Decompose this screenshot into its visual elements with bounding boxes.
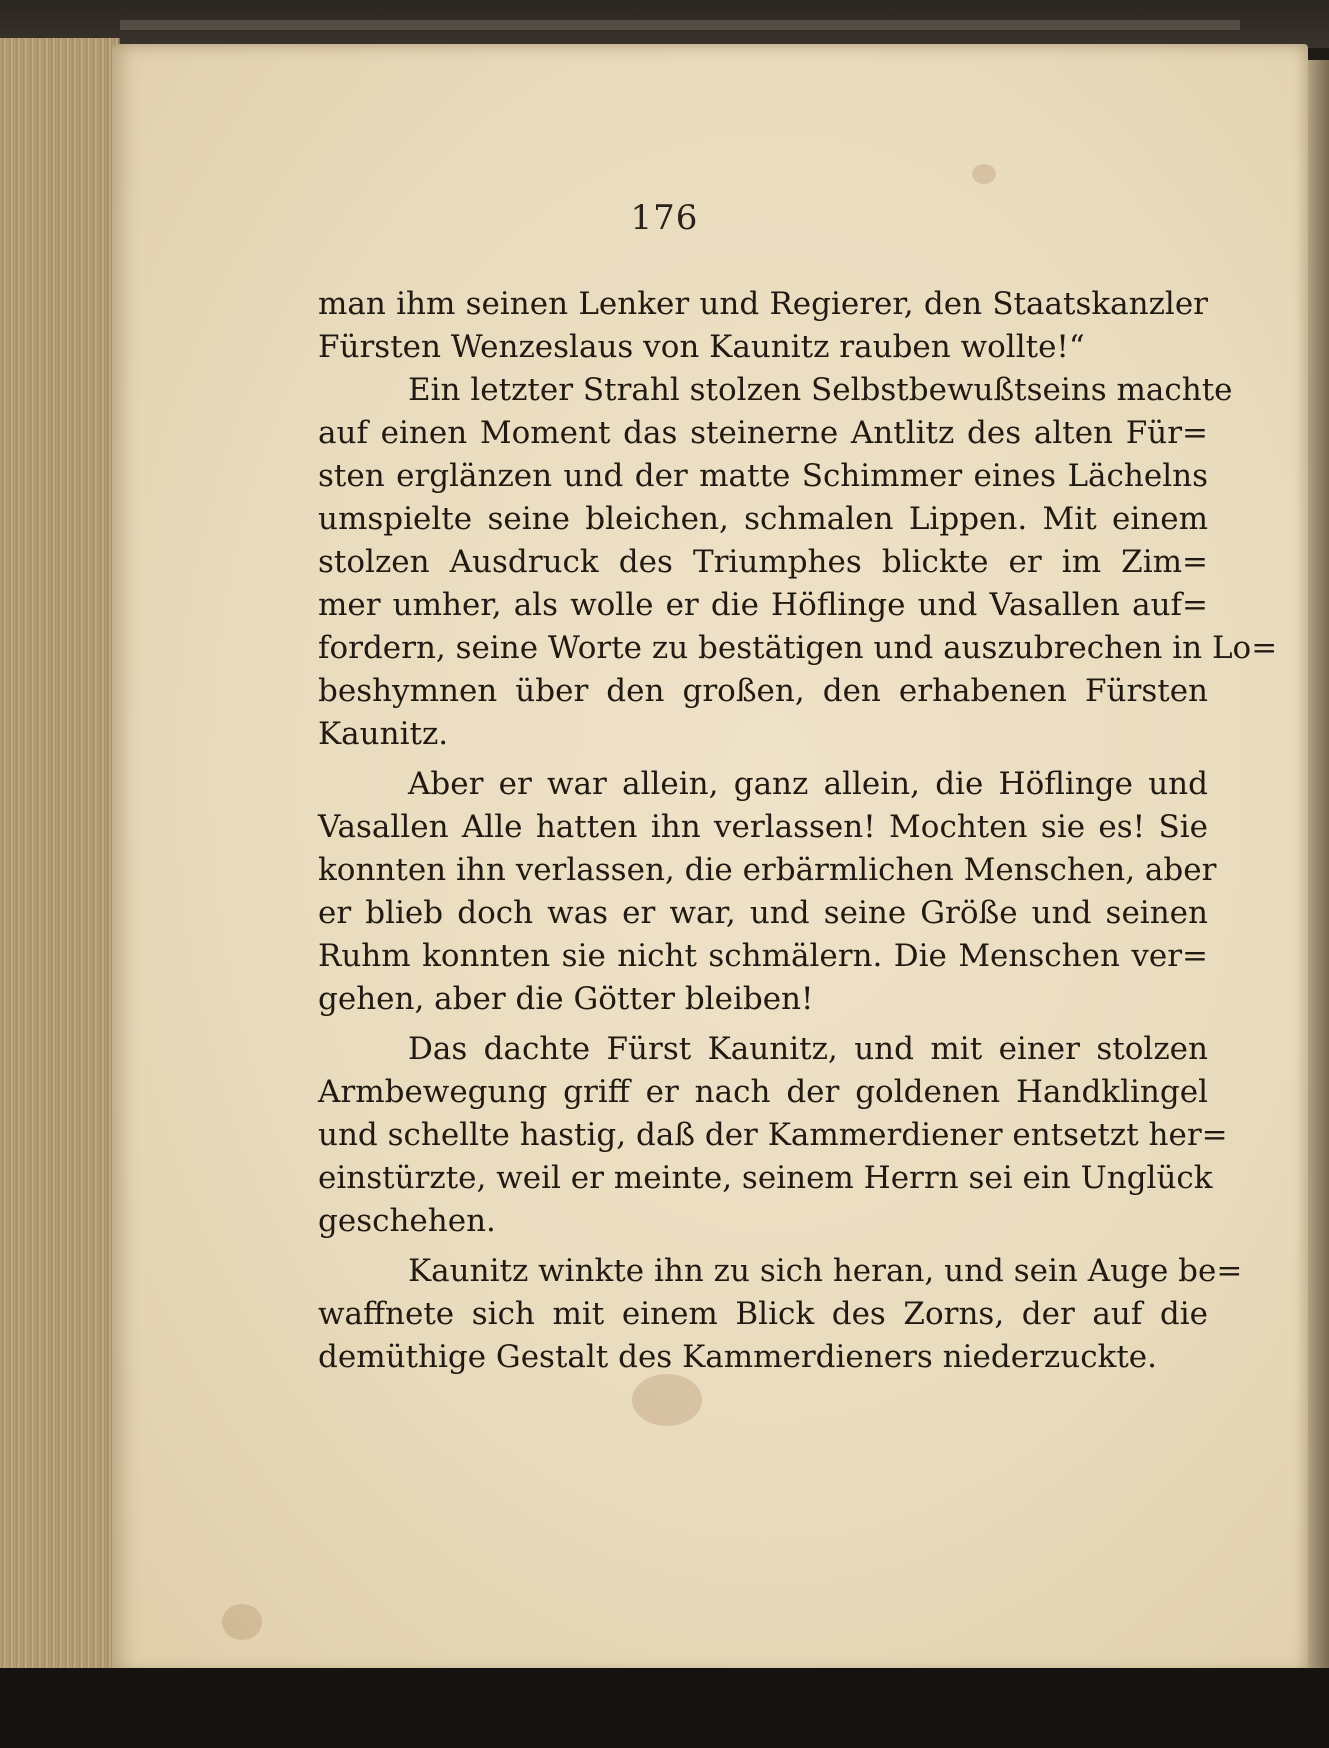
paragraph-start-line: Ein letzter Strahl stolzen Selbstbewußtseins machte bbox=[408, 372, 1233, 408]
text-line: fordern, seine Worte zu bestätigen und auszubrechen in Lo= bbox=[318, 630, 1278, 666]
text-line: waffnete sich mit einem Blick des Zorns, der auf die bbox=[318, 1296, 1208, 1332]
text-line: gehen, aber die Götter bleiben! bbox=[318, 981, 814, 1017]
paragraph-start-line: Kaunitz winkte ihn zu sich heran, und sein Auge be= bbox=[408, 1253, 1243, 1289]
paragraph-start-line: Aber er war allein, ganz allein, die Höflinge und bbox=[408, 766, 1208, 802]
text-line: man ihm seinen Lenker und Regierer, den Staatskanzler bbox=[318, 286, 1208, 322]
text-line: beshymnen über den großen, den erhabenen Fürsten bbox=[318, 673, 1208, 709]
text-line: einstürzte, weil er meinte, seinem Herrn sei ein Unglück bbox=[318, 1160, 1213, 1196]
paper-stain bbox=[222, 1604, 262, 1640]
text-line: stolzen Ausdruck des Triumphes blickte er im Zim= bbox=[318, 544, 1208, 580]
paper-stain bbox=[972, 164, 996, 184]
text-line: konnten ihn verlassen, die erbärmlichen Menschen, aber bbox=[318, 852, 1217, 888]
text-line: und schellte hastig, daß der Kammerdiener entsetzt her= bbox=[318, 1117, 1228, 1153]
text-line: demüthige Gestalt des Kammerdieners niederzuckte. bbox=[318, 1339, 1157, 1375]
text-line: Fürsten Wenzeslaus von Kaunitz rauben wollte!“ bbox=[318, 329, 1085, 365]
text-line: mer umher, als wolle er die Höflinge und Vasallen auf= bbox=[318, 587, 1208, 623]
page-number: 176 bbox=[630, 198, 699, 238]
text-line: Vasallen Alle hatten ihn verlassen! Mochten sie es! Sie bbox=[318, 809, 1208, 845]
text-line: sten erglänzen und der matte Schimmer eines Lächelns bbox=[318, 458, 1208, 494]
text-line: er blieb doch was er war, und seine Größe und seinen bbox=[318, 895, 1208, 931]
text-line: Ruhm konnten sie nicht schmälern. Die Menschen ver= bbox=[318, 938, 1208, 974]
text-line: Armbewegung griff er nach der goldenen Handklingel bbox=[318, 1074, 1208, 1110]
paper-stain bbox=[632, 1374, 702, 1426]
text-line: umspielte seine bleichen, schmalen Lippen. Mit einem bbox=[318, 501, 1208, 537]
book-cover-bottom bbox=[0, 1668, 1329, 1748]
paragraph-start-line: Das dachte Fürst Kaunitz, und mit einer stolzen bbox=[408, 1031, 1208, 1067]
text-line: geschehen. bbox=[318, 1203, 496, 1239]
text-line: auf einen Moment das steinerne Antlitz des alten Für= bbox=[318, 415, 1208, 451]
text-line: Kaunitz. bbox=[318, 716, 449, 752]
page-edges bbox=[0, 38, 120, 1674]
cover-strip bbox=[120, 20, 1240, 30]
